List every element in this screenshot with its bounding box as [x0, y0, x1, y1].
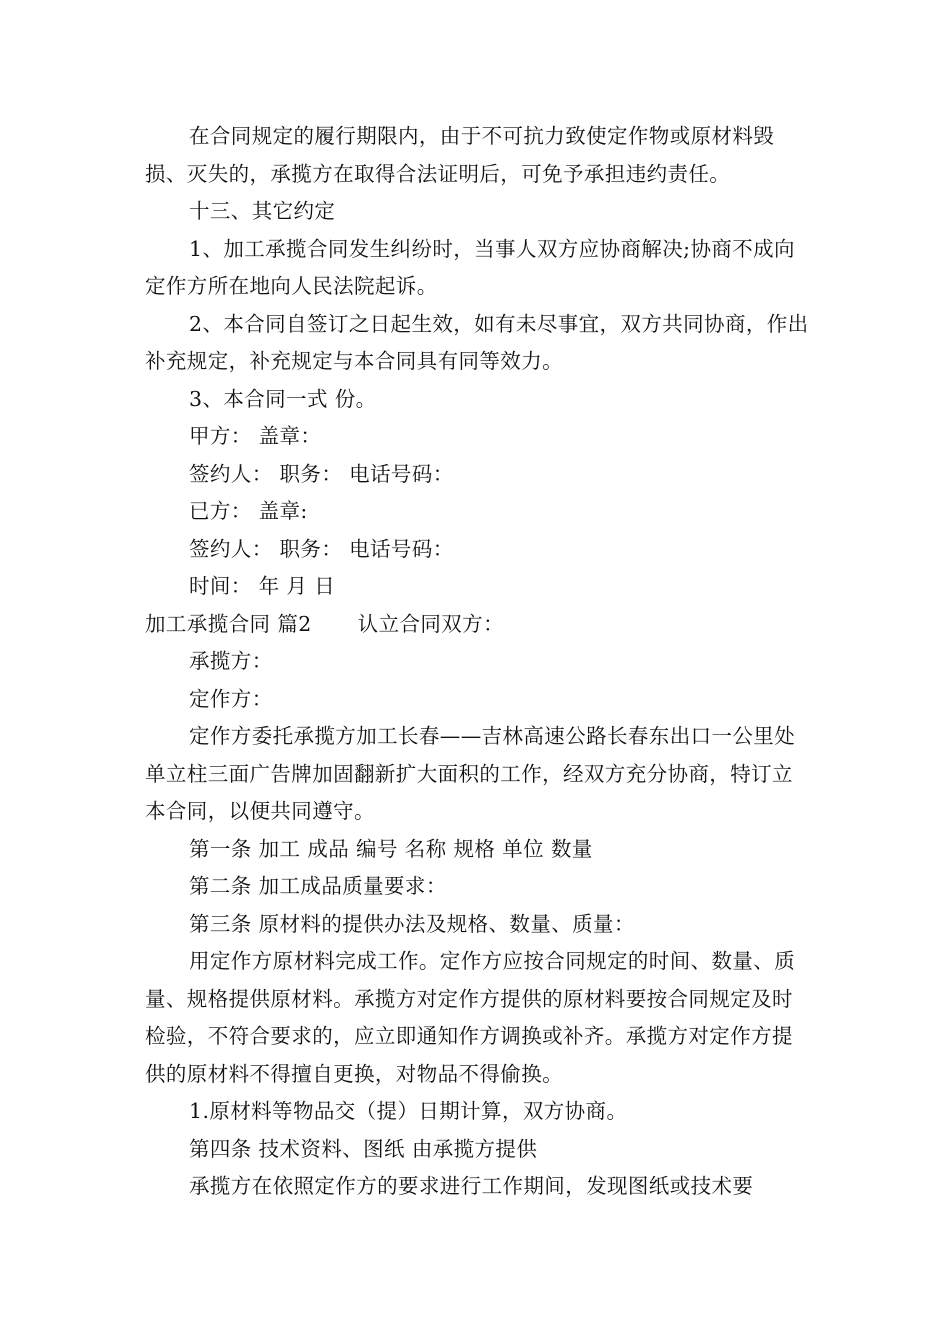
paragraph-commission: 定作方委托承揽方加工长春——吉林高速公路长春东出口一公里处单立柱三面广告牌加固翻新扩大面积的工作，经双方充分协商，特订立本合同，以便共同遵守。 — [145, 724, 796, 823]
article-3: 第三条 原材料的提供办法及规格、数量、质量： — [189, 911, 635, 936]
document-body — [145, 118, 811, 1206]
contract-title: 加工承揽合同 篇2 — [145, 611, 312, 636]
article-1: 第一条 加工 成品 编号 名称 规格 单位 数量 — [189, 836, 593, 861]
signatory-line-b: 签约人： 职务： 电话号码： — [189, 536, 454, 561]
section-heading-other-agreements: 十三、其它约定 — [189, 199, 336, 223]
article-2: 第二条 加工成品质量要求： — [189, 874, 447, 898]
paragraph-clause-3: 3、本合同一式 份。 — [189, 386, 377, 411]
article-4: 第四条 技术资料、图纸 由承揽方提供 — [189, 1136, 538, 1161]
paragraph-clause-2: 2、本合同自签订之日起生效，如有未尽事宜，双方共同协商，作出补充规定，补充规定与本合同具有同等效力。 — [145, 311, 809, 373]
contract-subtitle: 认立合同双方： — [357, 611, 504, 636]
contractor-line: 承揽方： — [189, 649, 273, 673]
paragraph-clause-1: 1、加工承揽合同发生纠纷时，当事人双方应协商解决;协商不成向定作方所在地向人民法院起诉。 — [145, 236, 795, 298]
paragraph-delivery-date: 1.原材料等物品交（提）日期计算，双方协商。 — [189, 1099, 628, 1123]
date-line: 时间： 年 月 日 — [189, 574, 336, 598]
signature-party-a: 甲方： 盖章： — [189, 424, 322, 448]
client-line: 定作方： — [189, 686, 273, 711]
signature-party-b: 已方： 盖章: — [189, 499, 308, 523]
signatory-line-a: 签约人： 职务： 电话号码： — [189, 461, 454, 486]
paragraph-materials: 用定作方原材料完成工作。定作方应按合同规定的时间、数量、质量、规格提供原材料。承揽方对定作方提供的原材料要按合同规定及时检验，不符合要求的，应立即通知作方调换或补齐。承揽方对定作方提供的原材料不得擅自更换，对物品不得偷换。 — [145, 949, 796, 1086]
paragraph-force-majeure: 在合同规定的履行期限内，由于不可抗力致使定作物或原材料毁损、灭失的，承揽方在取得合法证明后，可免予承担违约责任。 — [145, 124, 775, 186]
section-heading-contract-2 — [145, 606, 811, 644]
paragraph-technical: 承揽方在依照定作方的要求进行工作期间，发现图纸或技术要 — [189, 1174, 754, 1198]
